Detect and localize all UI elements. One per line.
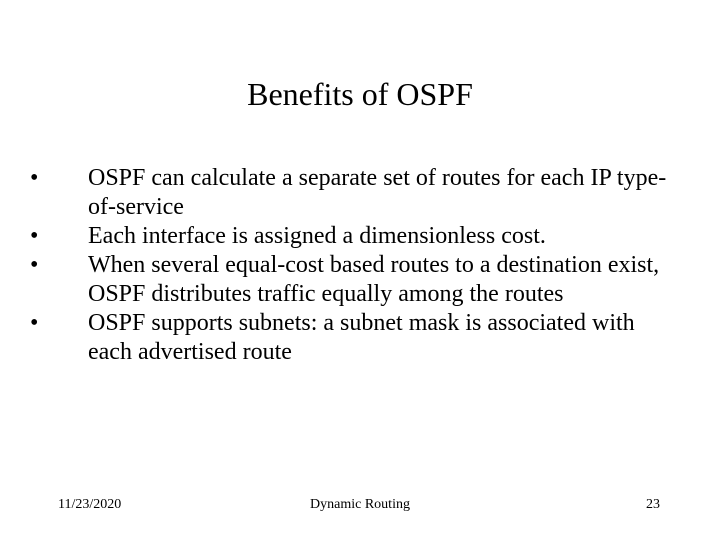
bullet-list bbox=[30, 164, 670, 367]
bullet-icon: • bbox=[30, 252, 39, 278]
bullet-icon: • bbox=[30, 310, 39, 336]
bullet-text: When several equal-cost based routes to a destination exist, OSPF distributes traffic equally among the routes bbox=[88, 252, 660, 307]
page-number: 23 bbox=[646, 497, 660, 512]
bullet-item bbox=[30, 309, 670, 367]
bullet-icon: • bbox=[30, 223, 39, 249]
bullet-icon: • bbox=[30, 165, 39, 191]
slide-title: Benefits of OSPF bbox=[247, 76, 473, 112]
footer-title: Dynamic Routing bbox=[310, 497, 410, 512]
bullet-item bbox=[30, 222, 670, 251]
bullet-text: OSPF can calculate a separate set of routes for each IP type-of-service bbox=[88, 165, 667, 220]
bullet-text: OSPF supports subnets: a subnet mask is associated with each advertised route bbox=[88, 310, 635, 365]
bullet-item bbox=[30, 164, 670, 222]
footer-date: 11/23/2020 bbox=[58, 497, 122, 512]
bullet-item bbox=[30, 251, 670, 309]
bullet-text: Each interface is assigned a dimensionless cost. bbox=[88, 223, 546, 249]
